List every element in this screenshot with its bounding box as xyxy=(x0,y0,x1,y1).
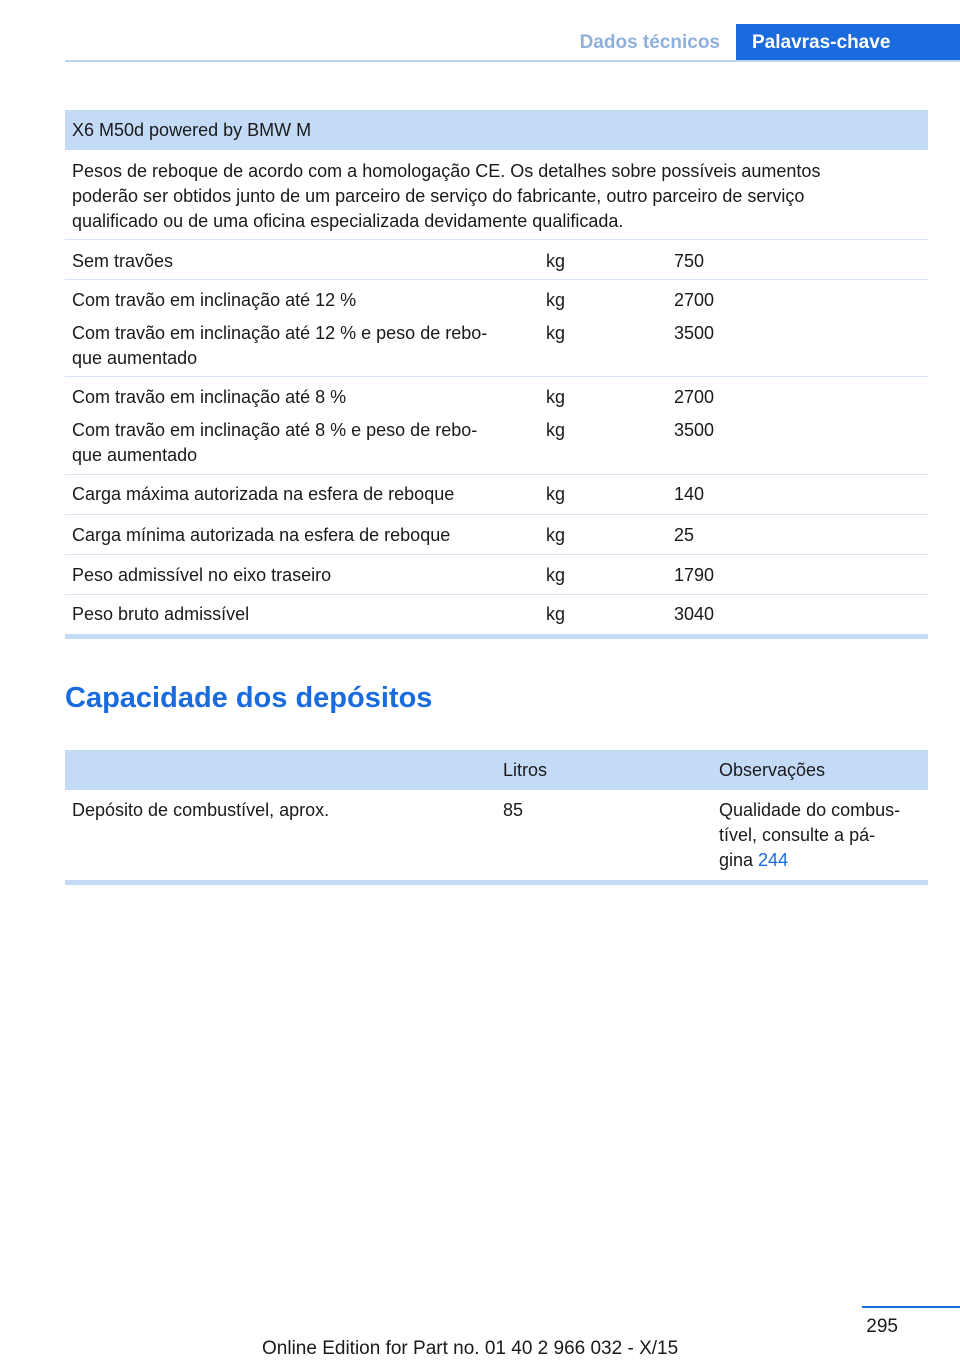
col-header-litros: Litros xyxy=(503,760,548,780)
row-value: 750 xyxy=(674,251,705,271)
tab-palavras-chave[interactable]: Palavras-chave xyxy=(736,24,960,62)
section-title: Capacidade dos depósitos xyxy=(65,682,433,714)
row-unit: kg xyxy=(546,420,566,440)
page-number: 295 xyxy=(866,1316,898,1337)
row-label-line: que aumentado xyxy=(72,445,198,465)
row-value: 3500 xyxy=(674,420,715,440)
table-header xyxy=(65,750,928,790)
row-label-line: Com travão em inclinação até 8 % e peso de rebo‐ xyxy=(72,420,478,440)
row-value: 140 xyxy=(674,484,705,504)
table-row-group xyxy=(65,280,928,377)
row-unit: kg xyxy=(546,604,566,624)
observation-text: gina xyxy=(719,850,754,870)
row-label-line: que aumentado xyxy=(72,348,198,368)
towing-weights-table xyxy=(65,110,928,639)
row-unit: kg xyxy=(546,251,566,271)
table-row xyxy=(65,595,928,634)
row-label: Peso admissível no eixo traseiro xyxy=(72,565,332,585)
header-divider xyxy=(65,60,960,62)
row-value: 25 xyxy=(674,525,695,545)
page-number-rule xyxy=(862,1306,960,1308)
row-label: Carga mínima autorizada na esfera de reboque xyxy=(72,525,451,545)
row-label: Com travão em inclinação até 8 % xyxy=(72,387,347,407)
page-reference-link[interactable]: 244 xyxy=(758,850,789,870)
observation-line: tível, consulte a pá‐ xyxy=(719,825,876,845)
col-header-observacoes: Observações xyxy=(719,760,826,780)
tank-capacity-table xyxy=(65,750,928,885)
row-unit: kg xyxy=(546,484,566,504)
row-observation xyxy=(719,798,900,873)
row-unit: kg xyxy=(546,323,566,343)
table-row xyxy=(65,790,928,880)
table-row xyxy=(65,240,928,280)
row-value: 85 xyxy=(503,800,524,820)
row-label xyxy=(72,321,487,371)
row-label: Com travão em inclinação até 12 % xyxy=(72,290,357,310)
tab-dados-tecnicos[interactable]: Dados técnicos xyxy=(579,32,720,53)
row-unit: kg xyxy=(546,525,566,545)
observation-line: Qualidade do combus‐ xyxy=(719,800,901,820)
page-header xyxy=(65,24,960,62)
table-row xyxy=(65,515,928,555)
table-bottom-rule xyxy=(65,880,928,885)
table-title: X6 M50d powered by BMW M xyxy=(65,110,928,150)
row-label xyxy=(72,418,477,468)
row-label-line: Com travão em inclinação até 12 % e peso de rebo‐ xyxy=(72,323,488,343)
row-value: 3500 xyxy=(674,323,715,343)
intro-line: qualificado ou de uma oficina especializada devidamente qualificada. xyxy=(72,211,624,231)
row-label: Depósito de combustível, aprox. xyxy=(72,800,330,820)
row-value: 3040 xyxy=(674,604,715,624)
table-intro xyxy=(72,159,820,234)
row-unit: kg xyxy=(546,565,566,585)
row-value: 1790 xyxy=(674,565,715,585)
row-label: Carga máxima autorizada na esfera de reboque xyxy=(72,484,455,504)
table-row-group xyxy=(65,377,928,475)
intro-line: Pesos de reboque de acordo com a homologação CE. Os detalhes sobre possíveis aumentos xyxy=(72,161,821,181)
table-row xyxy=(65,475,928,515)
table-bottom-rule xyxy=(65,634,928,639)
table-row xyxy=(65,555,928,595)
row-unit: kg xyxy=(546,290,566,310)
row-label: Sem travões xyxy=(72,251,174,271)
edition-footer: Online Edition for Part no. 01 40 2 966 032 - X/15 xyxy=(262,1338,679,1359)
row-value: 2700 xyxy=(674,290,715,310)
row-value: 2700 xyxy=(674,387,715,407)
observation-line xyxy=(719,848,900,873)
row-unit: kg xyxy=(546,387,566,407)
row-label: Peso bruto admissível xyxy=(72,604,250,624)
intro-line: poderão ser obtidos junto de um parceiro de serviço do fabricante, outro parceiro de serviço xyxy=(72,186,805,206)
table-intro-row xyxy=(65,150,928,240)
